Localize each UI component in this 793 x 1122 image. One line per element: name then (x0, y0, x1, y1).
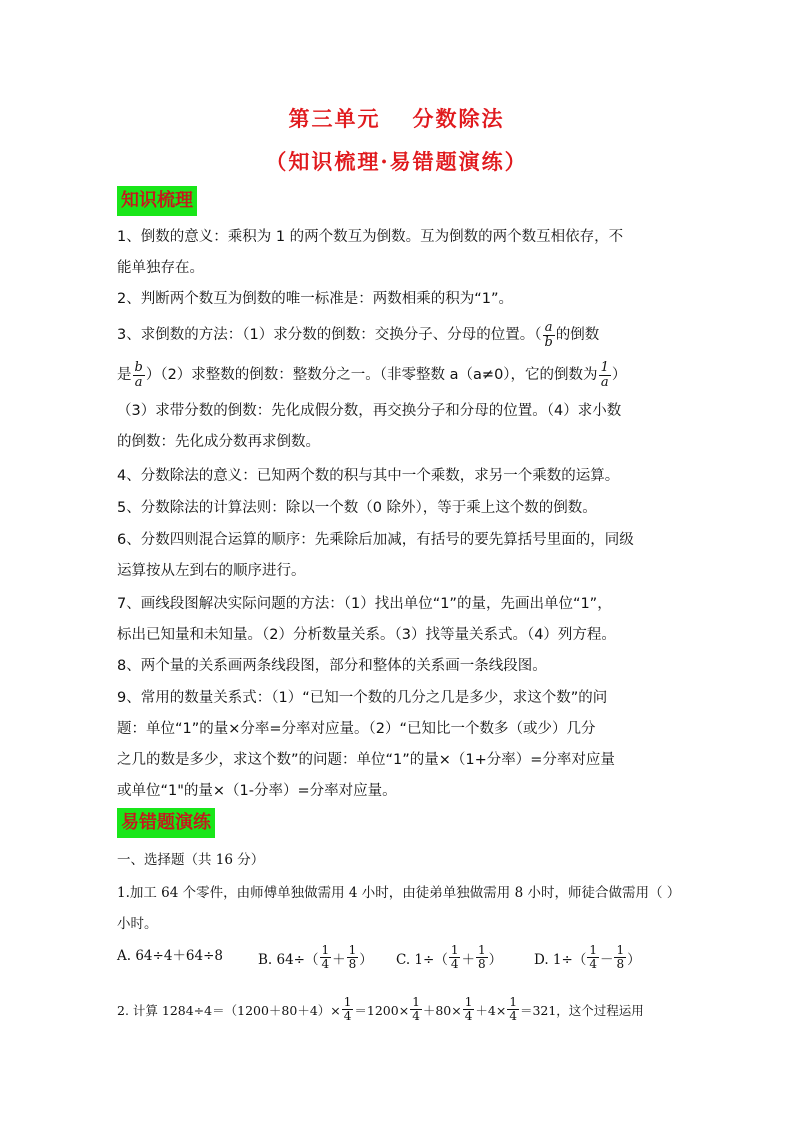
fraction-b-over-a: $\frac{b}{a}$ (134, 359, 143, 390)
item-8: 8、两个量的关系画两条线段图，部分和整体的关系画一条线段图。 (117, 658, 547, 674)
item-6-line-2: 运算按从左到右的顺序进行。 (117, 563, 306, 579)
item-6-line-1: 6、分数四则混合运算的顺序：先乘除后加减，有括号的要先算括号里面的，同级 (117, 532, 634, 548)
fraction-1-8: 1 8 (616, 943, 625, 971)
fraction-1-4: $\frac{1}{4}$ (343, 995, 352, 1023)
title-unit: 第三单元 (288, 106, 381, 131)
section-tag-exercises: 易错题演练 (117, 808, 215, 838)
fraction-1-4: $\frac{1}{4}$ (509, 995, 517, 1023)
item-9-line-2: 题：单位“1”的量×分率=分率对应量。（2）“已知比一个数多（或少）几分 (117, 721, 596, 737)
question-1-line-2: 小时。 (117, 916, 158, 932)
option-d: D. 1÷（ 1 4 － 1 8 ） (534, 943, 641, 971)
item-1-line-2: 能单独存在。 (117, 260, 204, 276)
item-3-line-4: 的倒数：先化成分数再求倒数。 (117, 434, 320, 450)
page-title (0, 103, 793, 133)
question-2: 2. 计算 1284÷4＝（1200＋80＋4）× $\frac{1}{4}$ ＝1200× $\frac{1}{4}$ ＋80× $\frac{1}{4}$ ＋4× $\frac{1}{4}$ ＝321，这个过程运用 (117, 995, 644, 1023)
fraction-1-4: 1 4 (450, 943, 459, 971)
item-9-line-1: 9、常用的数量关系式：（1）“已知一个数的几分之几是多少，求这个数”的问 (117, 690, 608, 706)
exercise-heading: 一、选择题（共 16 分） (117, 852, 265, 868)
page-subtitle: （知识梳理·易错题演练） (265, 149, 528, 174)
fraction-1-8: 1 8 (477, 943, 486, 971)
fraction-1-over-a: $\frac{1}{a}$ (600, 359, 609, 390)
option-c: C. 1÷（ 1 4 ＋ 1 8 ） (396, 943, 503, 971)
fraction-1-4: 1 4 (589, 943, 597, 971)
item-9-line-3: 之几的数是多少，求这个数”的问题：单位“1”的量×（1+分率）=分率对应量 (117, 752, 615, 768)
fraction-1-8: 1 8 (348, 943, 357, 971)
item-4: 4、分数除法的意义：已知两个数的积与其中一个乘数，求另一个乘数的运算。 (117, 468, 620, 484)
item-3-line-3: （3）求带分数的倒数：先化成假分数，再交换分子和分母的位置。（4）求小数 (117, 403, 622, 419)
fraction-1-4: $\frac{1}{4}$ (464, 995, 473, 1023)
section-tag-knowledge: 知识梳理 (117, 186, 197, 216)
option-b: B. 64÷（ 1 4 ＋ 1 8 ） (258, 943, 373, 971)
question-1-line-1: 1.加工 64 个零件，由师傅单独做需用 4 小时，由徒弟单独做需用 8 小时，师徒合做需用（ ） (117, 885, 681, 901)
title-topic: 分数除法 (412, 106, 505, 131)
fraction-1-4: $\frac{1}{4}$ (412, 995, 420, 1023)
fraction-a-over-b: $\frac{a}{b}$ (544, 319, 553, 350)
fraction-1-4: 1 4 (321, 943, 330, 971)
item-7-line-2: 标出已知量和未知量。（2）分析数量关系。（3）找等量关系式。（4）列方程。 (117, 627, 616, 643)
item-5: 5、分数除法的计算法则：除以一个数（0 除外），等于乘上这个数的倒数。 (117, 500, 597, 516)
item-7-line-1: 7、画线段图解决实际问题的方法：（1）找出单位“1”的量，先画出单位“1”， (117, 596, 612, 612)
item-2: 2、判断两个数互为倒数的唯一标准是：两数相乘的积为“1”。 (117, 291, 513, 307)
item-3-line-1: 3、求倒数的方法：（1）求分数的倒数：交换分子、分母的位置。（ $\frac{a}{b}$ 的倒数 (117, 319, 600, 350)
option-a: A. 64÷4＋64÷8 (117, 948, 223, 964)
item-3-line-2: 是 $\frac{b}{a}$ ）（2）求整数的倒数：整数分之一。（非零整数 a（a≠0），它的倒数为 $\frac{1}{a}$ ） (117, 359, 627, 390)
item-1-line-1: 1、倒数的意义：乘积为 1 的两个数互为倒数。互为倒数的两个数互相依存，不 (117, 229, 624, 245)
item-9-line-4: 或单位“1"的量×（1-分率）=分率对应量。 (117, 783, 397, 799)
